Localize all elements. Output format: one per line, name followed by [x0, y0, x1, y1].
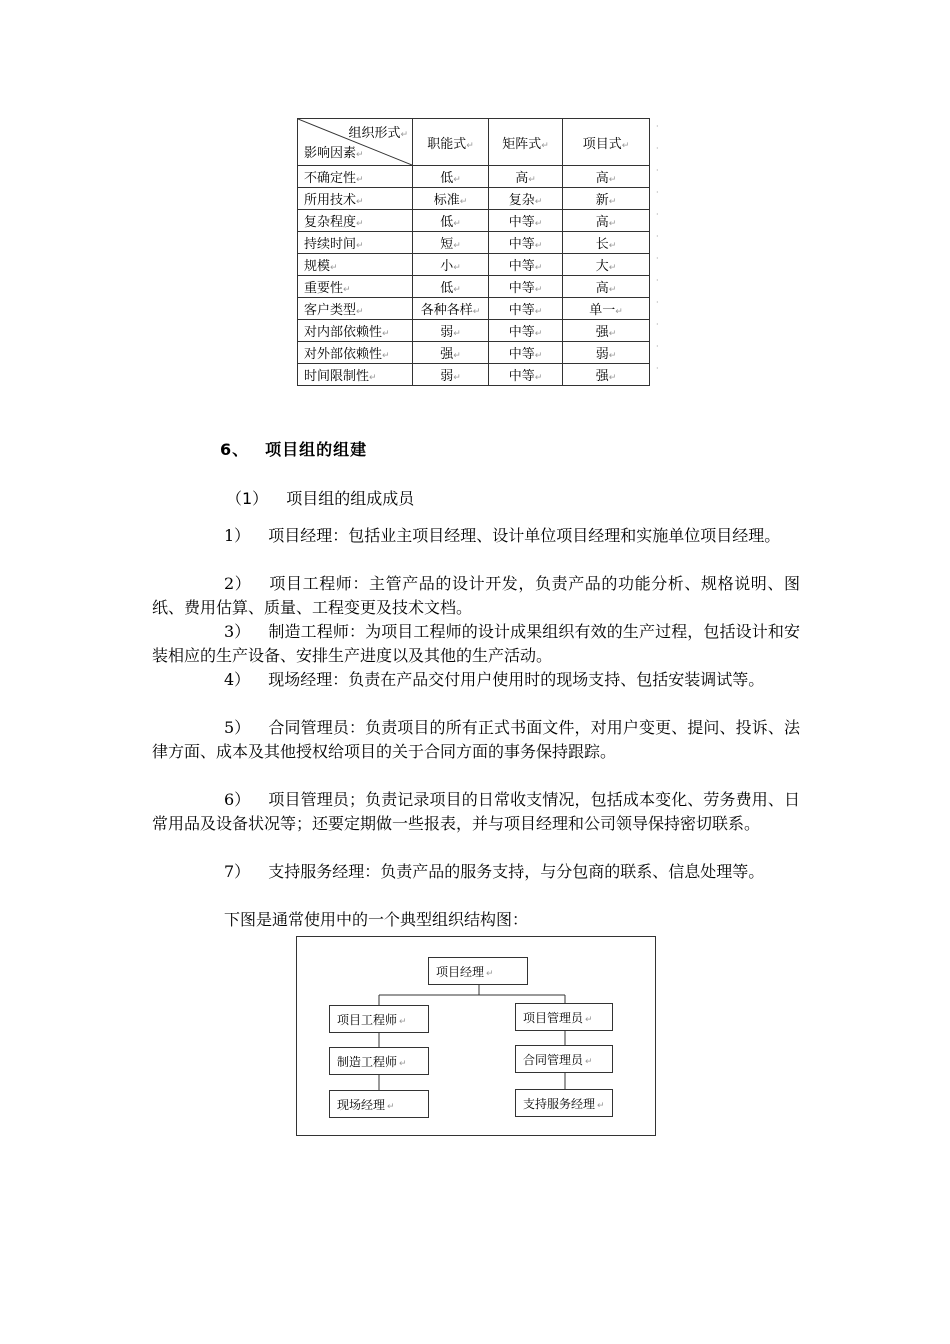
value-cell: 各种各样↵ [413, 298, 489, 320]
value-cell: 高↵ [563, 210, 650, 232]
value-cell: 标准↵ [413, 188, 489, 210]
subsection-title: 项目组的组成成员 [286, 489, 415, 508]
value-cell: 中等↵ [489, 364, 563, 386]
member-paragraph: 2） 项目工程师：主管产品的设计开发，负责产品的功能分析、规格说明、图纸、费用估算、质量、工程变更及技术文档。 [152, 574, 800, 617]
value-cell: 低↵ [413, 210, 489, 232]
value-cell: 高↵ [489, 166, 563, 188]
row-end-mark: · [656, 254, 659, 263]
table-row [298, 276, 650, 298]
value-cell: 中等↵ [489, 210, 563, 232]
row-end-mark: · [656, 166, 659, 175]
factor-cell: 对内部依赖性↵ [298, 320, 413, 342]
section-number: 6、 [220, 440, 250, 459]
factor-cell: 持续时间↵ [298, 232, 413, 254]
value-cell: 复杂↵ [489, 188, 563, 210]
member-paragraph: 1） 项目经理：包括业主项目经理、设计单位项目经理和实施单位项目经理。 [224, 526, 781, 545]
value-cell: 小↵ [413, 254, 489, 276]
value-cell: 高↵ [563, 276, 650, 298]
value-cell: 弱↵ [413, 364, 489, 386]
table-row [298, 210, 650, 232]
member-paragraph: 4） 现场经理：负责在产品交付用户使用时的现场支持、包括安装调试等。 [224, 670, 765, 689]
org-chart [296, 936, 656, 1136]
org-node: 现场经理 ↵ [329, 1090, 429, 1118]
value-cell: 弱↵ [413, 320, 489, 342]
table-row [298, 342, 650, 364]
org-node: 制造工程师 ↵ [329, 1047, 429, 1075]
row-end-mark: · [656, 232, 659, 241]
value-cell: 低↵ [413, 276, 489, 298]
value-cell: 大↵ [563, 254, 650, 276]
org-form-comparison-table [297, 118, 650, 386]
org-node-root: 项目经理 ↵ [428, 957, 528, 985]
table-row [298, 254, 650, 276]
row-end-mark: · [656, 342, 659, 351]
factor-cell: 对外部依赖性↵ [298, 342, 413, 364]
value-cell: 高↵ [563, 166, 650, 188]
column-header: 职能式↵ [413, 119, 489, 166]
org-node: 项目管理员 ↵ [515, 1003, 613, 1031]
value-cell: 强↵ [563, 364, 650, 386]
factor-cell: 重要性↵ [298, 276, 413, 298]
table-row [298, 298, 650, 320]
factor-cell: 规模↵ [298, 254, 413, 276]
column-header: 矩阵式↵ [489, 119, 563, 166]
factor-cell: 复杂程度↵ [298, 210, 413, 232]
value-cell: 中等↵ [489, 276, 563, 298]
row-end-mark: · [656, 210, 659, 219]
corner-label-top: 组织形式↵ [348, 126, 408, 141]
corner-label-bottom: 影响因素↵ [304, 146, 364, 161]
factor-cell: 不确定性↵ [298, 166, 413, 188]
table-corner-cell [298, 119, 413, 166]
row-end-mark: · [656, 364, 659, 373]
value-cell: 新↵ [563, 188, 650, 210]
value-cell: 中等↵ [489, 298, 563, 320]
row-end-mark: · [656, 122, 659, 131]
member-paragraph: 7） 支持服务经理：负责产品的服务支持，与分包商的联系、信息处理等。 [224, 862, 765, 881]
value-cell: 单一↵ [563, 298, 650, 320]
row-end-mark: · [656, 144, 659, 153]
factor-cell: 所用技术↵ [298, 188, 413, 210]
row-end-mark: · [656, 188, 659, 197]
member-paragraph: 5） 合同管理员：负责项目的所有正式书面文件，对用户变更、提问、投诉、法律方面、成本及其他授权给项目的关于合同方面的事务保持跟踪。 [152, 718, 800, 761]
member-paragraph: 3） 制造工程师：为项目工程师的设计成果组织有效的生产过程，包括设计和安装相应的生产设备、安排生产进度以及其他的生产活动。 [152, 622, 800, 665]
row-end-mark: · [656, 320, 659, 329]
value-cell: 短↵ [413, 232, 489, 254]
value-cell: 低↵ [413, 166, 489, 188]
value-cell: 弱↵ [563, 342, 650, 364]
org-chart-intro: 下图是通常使用中的一个典型组织结构图： [224, 910, 529, 929]
org-node: 项目工程师 ↵ [329, 1005, 429, 1033]
section-title: 项目组的组建 [265, 440, 368, 459]
subsection-number: （1） [226, 489, 269, 508]
value-cell: 中等↵ [489, 320, 563, 342]
member-paragraph: 6） 项目管理员；负责记录项目的日常收支情况，包括成本变化、劳务费用、日常用品及设备状况等；还要定期做一些报表，并与项目经理和公司领导保持密切联系。 [152, 790, 800, 833]
row-end-mark: · [656, 298, 659, 307]
section-heading [220, 437, 367, 460]
value-cell: 中等↵ [489, 254, 563, 276]
value-cell: 中等↵ [489, 342, 563, 364]
org-node: 合同管理员 ↵ [515, 1045, 613, 1073]
subsection-heading [226, 486, 414, 509]
row-end-mark: · [656, 276, 659, 285]
table-row [298, 166, 650, 188]
factor-cell: 时间限制性↵ [298, 364, 413, 386]
value-cell: 长↵ [563, 232, 650, 254]
column-header: 项目式↵ [563, 119, 650, 166]
table-row [298, 364, 650, 386]
value-cell: 中等↵ [489, 232, 563, 254]
value-cell: 强↵ [413, 342, 489, 364]
table-header-row [298, 119, 650, 166]
org-node: 支持服务经理 ↵ [515, 1089, 613, 1117]
table-row [298, 232, 650, 254]
table-row [298, 320, 650, 342]
factor-cell: 客户类型↵ [298, 298, 413, 320]
value-cell: 强↵ [563, 320, 650, 342]
table-row [298, 188, 650, 210]
table-edge-marks [656, 122, 662, 386]
